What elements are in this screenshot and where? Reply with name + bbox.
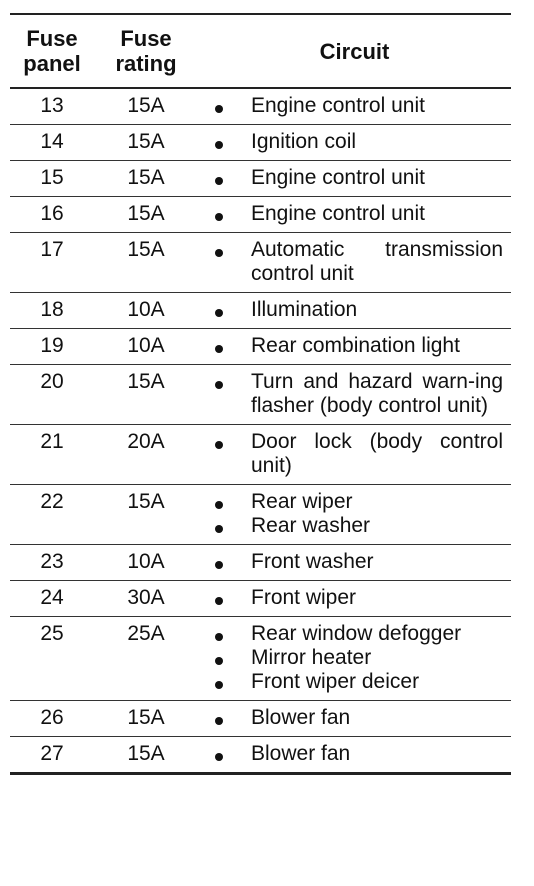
table-row — [10, 617, 511, 701]
table-row — [10, 125, 511, 161]
circuit-item — [198, 622, 511, 646]
circuit-list — [198, 166, 511, 190]
circuit-list — [198, 370, 511, 418]
table-row — [10, 161, 511, 197]
circuit-name: Front wiper — [251, 586, 357, 609]
table-row — [10, 545, 511, 581]
fuse-panel-number: 15 — [40, 166, 64, 189]
circuit-item — [198, 298, 511, 322]
fuse-panel-number: 24 — [40, 586, 64, 609]
fuse-rating: 25A — [127, 622, 165, 645]
fuse-panel-number: 25 — [40, 622, 64, 645]
fuse-panel-number: 13 — [40, 94, 64, 117]
circuit-item — [198, 706, 511, 730]
table-row — [10, 365, 511, 425]
fuse-panel-number: 21 — [40, 430, 64, 453]
fuse-panel-number: 20 — [40, 370, 64, 393]
circuit-list — [198, 334, 511, 358]
table-row — [10, 89, 511, 125]
table-row — [10, 233, 511, 293]
fuse-rating: 30A — [127, 586, 165, 609]
circuit-name: Rear window defogger — [251, 622, 462, 645]
circuit-name: Rear wiper — [251, 490, 353, 513]
circuit-item — [198, 670, 511, 694]
bullet-icon — [198, 430, 251, 478]
circuit-list — [198, 490, 511, 538]
circuit-name: Engine control unit — [251, 202, 425, 225]
bullet-icon — [198, 370, 251, 418]
circuit-list — [198, 622, 511, 694]
fuse-panel-number: 18 — [40, 298, 64, 321]
circuit-item — [198, 490, 511, 514]
fuse-rating: 10A — [127, 298, 165, 321]
fuse-rating: 15A — [127, 706, 165, 729]
fuse-panel-number: 22 — [40, 490, 64, 513]
table-body — [10, 89, 511, 772]
fuse-rating: 15A — [127, 202, 165, 225]
circuit-name: Engine control unit — [251, 94, 425, 117]
bullet-icon — [198, 742, 251, 766]
table-row — [10, 485, 511, 545]
fuse-panel-number: 23 — [40, 550, 64, 573]
circuit-item — [198, 130, 511, 154]
fuse-rating: 15A — [127, 490, 165, 513]
circuit-item — [198, 202, 511, 226]
fuse-rating: 20A — [127, 430, 165, 453]
fuse-rating: 15A — [127, 130, 165, 153]
fuse-rating: 15A — [127, 166, 165, 189]
circuit-list — [198, 742, 511, 766]
circuit-item — [198, 370, 511, 418]
bullet-icon — [198, 706, 251, 730]
circuit-list — [198, 706, 511, 730]
circuit-name: Turn and hazard warn-ing flasher (body control unit) — [251, 370, 503, 417]
circuit-item — [198, 430, 511, 478]
circuit-name: Mirror heater — [251, 646, 372, 669]
circuit-item — [198, 514, 511, 538]
circuit-list — [198, 94, 511, 118]
fuse-rating: 10A — [127, 550, 165, 573]
circuit-list — [198, 202, 511, 226]
circuit-name: Ignition coil — [251, 130, 357, 153]
circuit-name: Engine control unit — [251, 166, 425, 189]
bullet-icon — [198, 622, 251, 646]
circuit-item — [198, 586, 511, 610]
fuse-panel-number: 17 — [40, 238, 64, 261]
circuit-list — [198, 550, 511, 574]
bullet-icon — [198, 646, 251, 670]
header-fuse-rating: Fuse rating — [115, 26, 177, 76]
circuit-name: Automatic transmission control unit — [251, 238, 503, 285]
circuit-list — [198, 586, 511, 610]
circuit-item — [198, 742, 511, 766]
table-row — [10, 425, 511, 485]
circuit-item — [198, 94, 511, 118]
circuit-name: Blower fan — [251, 742, 351, 765]
fuse-panel-number: 16 — [40, 202, 64, 225]
circuit-item — [198, 646, 511, 670]
fuse-rating: 15A — [127, 94, 165, 117]
table-row — [10, 293, 511, 329]
circuit-name: Blower fan — [251, 706, 351, 729]
header-fuse-panel: Fuse panel — [23, 26, 81, 76]
bullet-icon — [198, 490, 251, 514]
fuse-panel-number: 27 — [40, 742, 64, 765]
circuit-item — [198, 238, 511, 286]
circuit-item — [198, 166, 511, 190]
bullet-icon — [198, 514, 251, 538]
bullet-icon — [198, 586, 251, 610]
bullet-icon — [198, 238, 251, 286]
circuit-name: Illumination — [251, 298, 358, 321]
circuit-list — [198, 430, 511, 478]
circuit-name: Front wiper deicer — [251, 670, 420, 693]
bullet-icon — [198, 202, 251, 226]
bullet-icon — [198, 670, 251, 694]
fuse-rating: 15A — [127, 370, 165, 393]
bullet-icon — [198, 298, 251, 322]
table-row — [10, 701, 511, 737]
table-row — [10, 737, 511, 772]
circuit-list — [198, 238, 511, 286]
bullet-icon — [198, 334, 251, 358]
bullet-icon — [198, 130, 251, 154]
table-header — [10, 15, 511, 89]
bullet-icon — [198, 166, 251, 190]
fuse-rating: 15A — [127, 742, 165, 765]
circuit-name: Door lock (body control unit) — [251, 430, 503, 477]
fuse-panel-number: 26 — [40, 706, 64, 729]
fuse-rating: 10A — [127, 334, 165, 357]
circuit-list — [198, 130, 511, 154]
circuit-name: Rear washer — [251, 514, 371, 537]
circuit-item — [198, 550, 511, 574]
fuse-panel-number: 19 — [40, 334, 64, 357]
table-row — [10, 329, 511, 365]
header-circuit: Circuit — [319, 38, 390, 64]
circuit-item — [198, 334, 511, 358]
fuse-table — [10, 13, 511, 775]
circuit-list — [198, 298, 511, 322]
table-row — [10, 197, 511, 233]
fuse-panel-number: 14 — [40, 130, 64, 153]
bullet-icon — [198, 550, 251, 574]
table-row — [10, 581, 511, 617]
circuit-name: Rear combination light — [251, 334, 460, 357]
fuse-rating: 15A — [127, 238, 165, 261]
bullet-icon — [198, 94, 251, 118]
circuit-name: Front washer — [251, 550, 374, 573]
